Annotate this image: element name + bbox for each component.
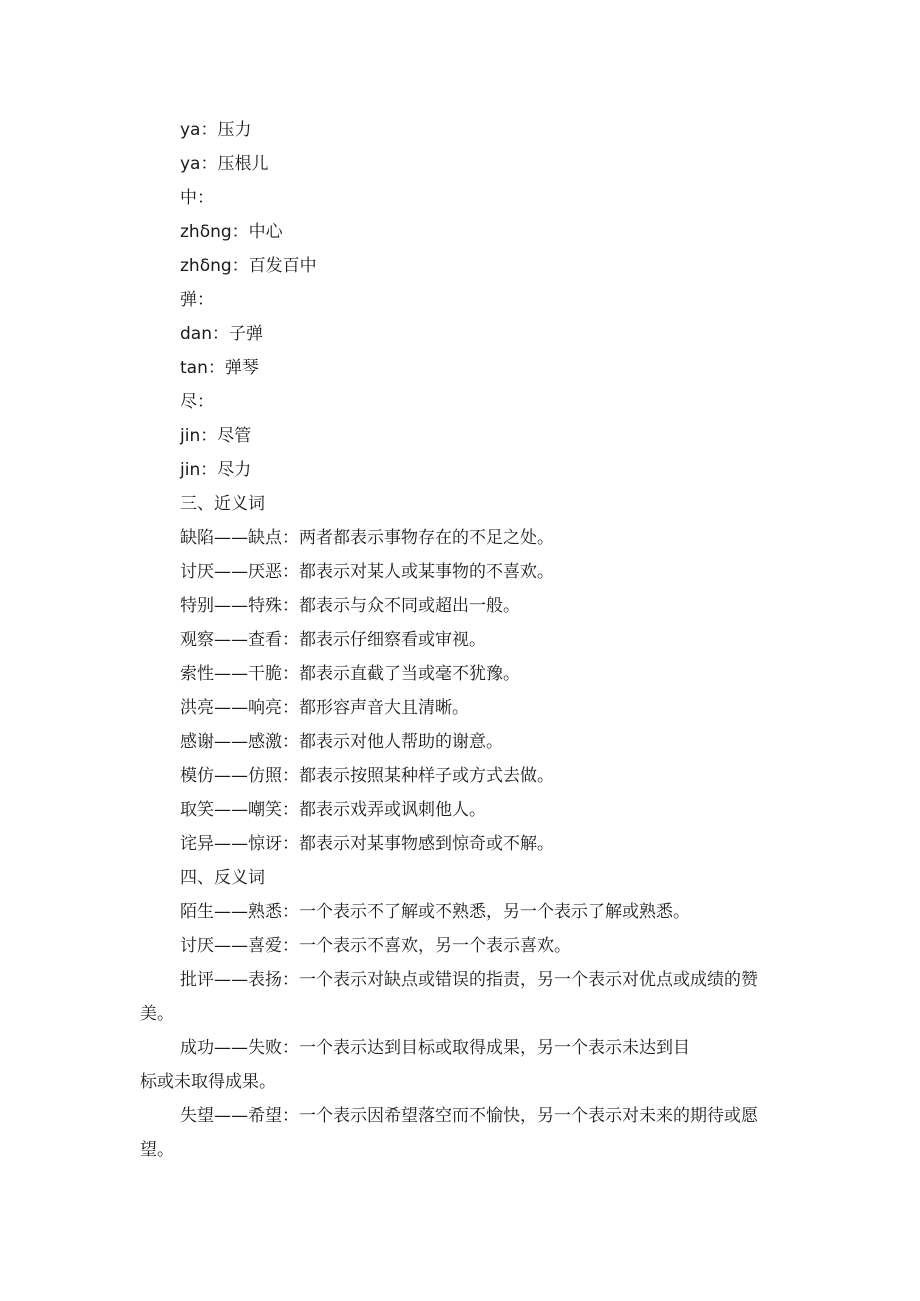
- document-body: [140, 113, 780, 1167]
- character-heading: 尽：: [180, 392, 214, 412]
- antonym-paragraph: 失望——希望：一个表示因希望落空而不愉快，另一个表示对未来的期待或愿望。: [140, 1106, 758, 1160]
- pinyin-line: ya：压根儿: [180, 154, 269, 174]
- synonym-item: 缺陷——缺点：两者都表示事物存在的不足之处。: [180, 528, 554, 548]
- pinyin-line: zhδng：百发百中: [180, 256, 317, 276]
- antonym-paragraph: 成功——失败：一个表示达到目标或取得成果，另一个表示未达到目标或未取得成果。: [140, 1038, 690, 1092]
- character-heading: 中：: [180, 188, 214, 208]
- pinyin-line: ya：压力: [180, 120, 252, 140]
- pinyin-line: dan：子弹: [180, 324, 263, 344]
- synonym-item: 讨厌——厌恶：都表示对某人或某事物的不喜欢。: [180, 562, 554, 582]
- synonym-item: 诧异——惊讶：都表示对某事物感到惊奇或不解。: [180, 834, 554, 854]
- section-heading-synonyms: 三、近义词: [180, 494, 265, 514]
- pinyin-line: jin：尽管: [180, 426, 252, 446]
- synonym-item: 特别——特殊：都表示与众不同或超出一般。: [180, 596, 520, 616]
- synonym-item: 索性——干脆：都表示直截了当或毫不犹豫。: [180, 664, 520, 684]
- antonym-item: 讨厌——喜爱：一个表示不喜欢，另一个表示喜欢。: [180, 936, 571, 956]
- antonym-item: 陌生——熟悉：一个表示不了解或不熟悉，另一个表示了解或熟悉。: [180, 902, 690, 922]
- pinyin-line: tan：弹琴: [180, 358, 259, 378]
- synonym-item: 模仿——仿照：都表示按照某种样子或方式去做。: [180, 766, 554, 786]
- antonym-paragraph: 批评——表扬：一个表示对缺点或错误的指责，另一个表示对优点或成绩的赞美。: [140, 970, 758, 1024]
- synonym-item: 观察——查看：都表示仔细察看或审视。: [180, 630, 486, 650]
- pinyin-line: zhδng：中心: [180, 222, 283, 242]
- synonym-item: 洪亮——响亮：都形容声音大且清晰。: [180, 698, 469, 718]
- character-heading: 弹：: [180, 290, 214, 310]
- section-heading-antonyms: 四、反义词: [180, 868, 265, 888]
- synonym-item: 取笑——嘲笑：都表示戏弄或讽刺他人。: [180, 800, 486, 820]
- pinyin-line: jin：尽力: [180, 460, 252, 480]
- synonym-item: 感谢——感激：都表示对他人帮助的谢意。: [180, 732, 503, 752]
